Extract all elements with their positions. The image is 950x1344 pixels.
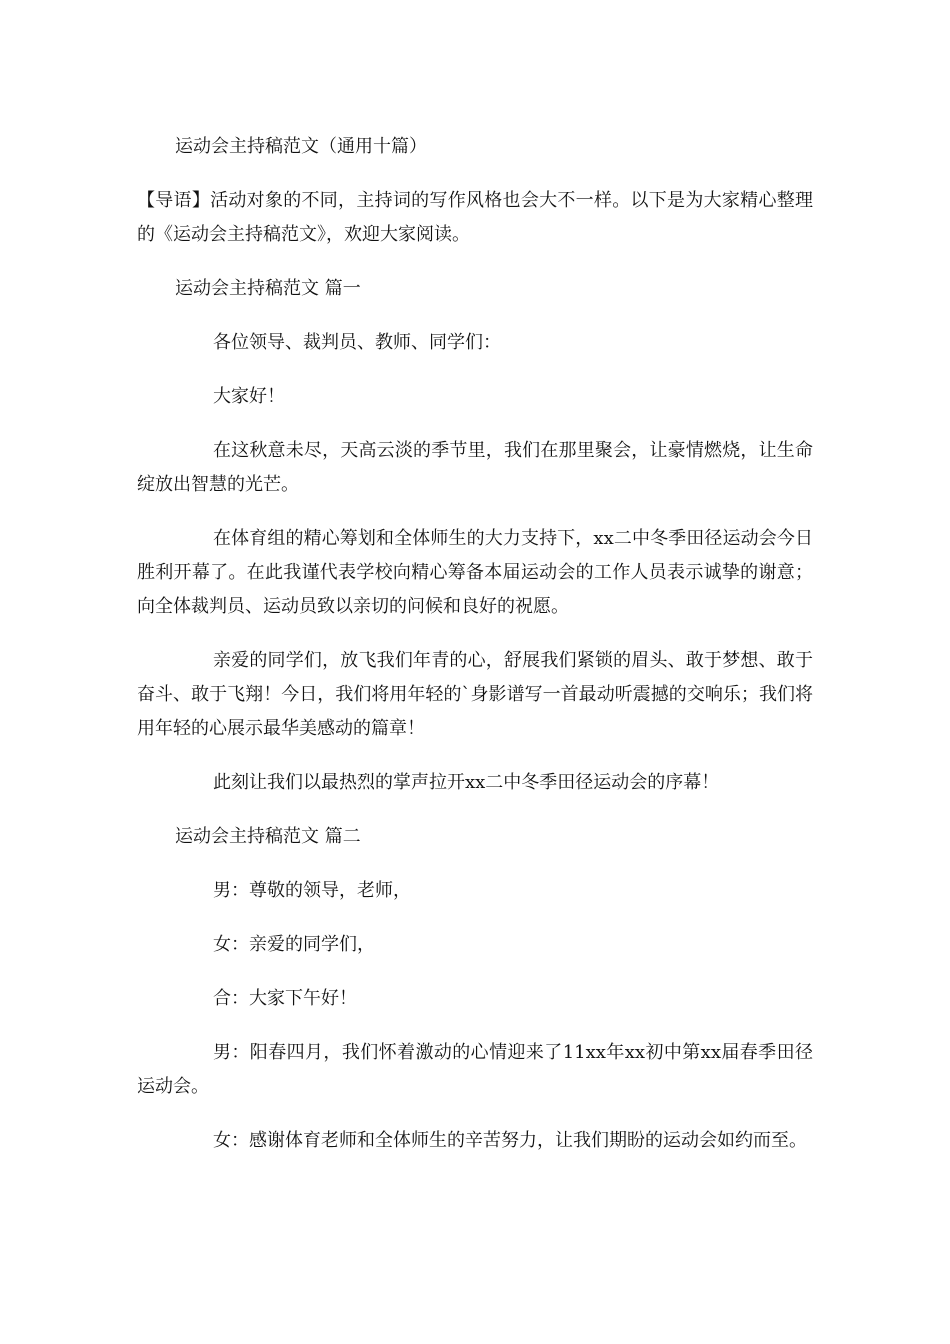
paragraph: 在这秋意未尽，天高云淡的季节里，我们在那里聚会，让豪情燃烧，让生命绽放出智慧的光芒。	[137, 440, 813, 495]
paragraph: 大家好！	[213, 386, 285, 407]
paragraph: 此刻让我们以最热烈的掌声拉开xx二中冬季田径运动会的序幕！	[213, 772, 720, 793]
section-heading-2: 运动会主持稿范文 篇二	[175, 826, 361, 847]
paragraph: 合：大家下午好！	[213, 988, 357, 1009]
document-title: 运动会主持稿范文（通用十篇）	[175, 136, 427, 157]
paragraph: 女：亲爱的同学们，	[213, 934, 375, 955]
section-heading-1: 运动会主持稿范文 篇一	[175, 278, 361, 299]
paragraph: 女：感谢体育老师和全体师生的辛苦努力，让我们期盼的运动会如约而至。	[213, 1130, 807, 1151]
paragraph: 各位领导、裁判员、教师、同学们：	[213, 332, 501, 353]
document-body	[137, 130, 813, 1178]
paragraph: 男：阳春四月，我们怀着激动的心情迎来了11xx年xx初中第xx届春季田径运动会。	[137, 1042, 813, 1097]
paragraph: 男：尊敬的领导，老师，	[213, 880, 411, 901]
intro-paragraph: 【导语】活动对象的不同，主持词的写作风格也会大不一样。以下是为大家精心整理的《运动会主持稿范文》，欢迎大家阅读。	[137, 190, 813, 245]
paragraph: 在体育组的精心筹划和全体师生的大力支持下，xx二中冬季田径运动会今日胜利开幕了。在此我谨代表学校向精心筹备本届运动会的工作人员表示诚挚的谢意；向全体裁判员、运动员致以亲切的问候和良好的祝愿。	[137, 528, 813, 617]
paragraph: 亲爱的同学们，放飞我们年青的心，舒展我们紧锁的眉头、敢于梦想、敢于奋斗、敢于飞翔！今日，我们将用年轻的`身影谱写一首最动听震撼的交响乐；我们将用年轻的心展示最华美感动的篇章！	[137, 650, 813, 739]
